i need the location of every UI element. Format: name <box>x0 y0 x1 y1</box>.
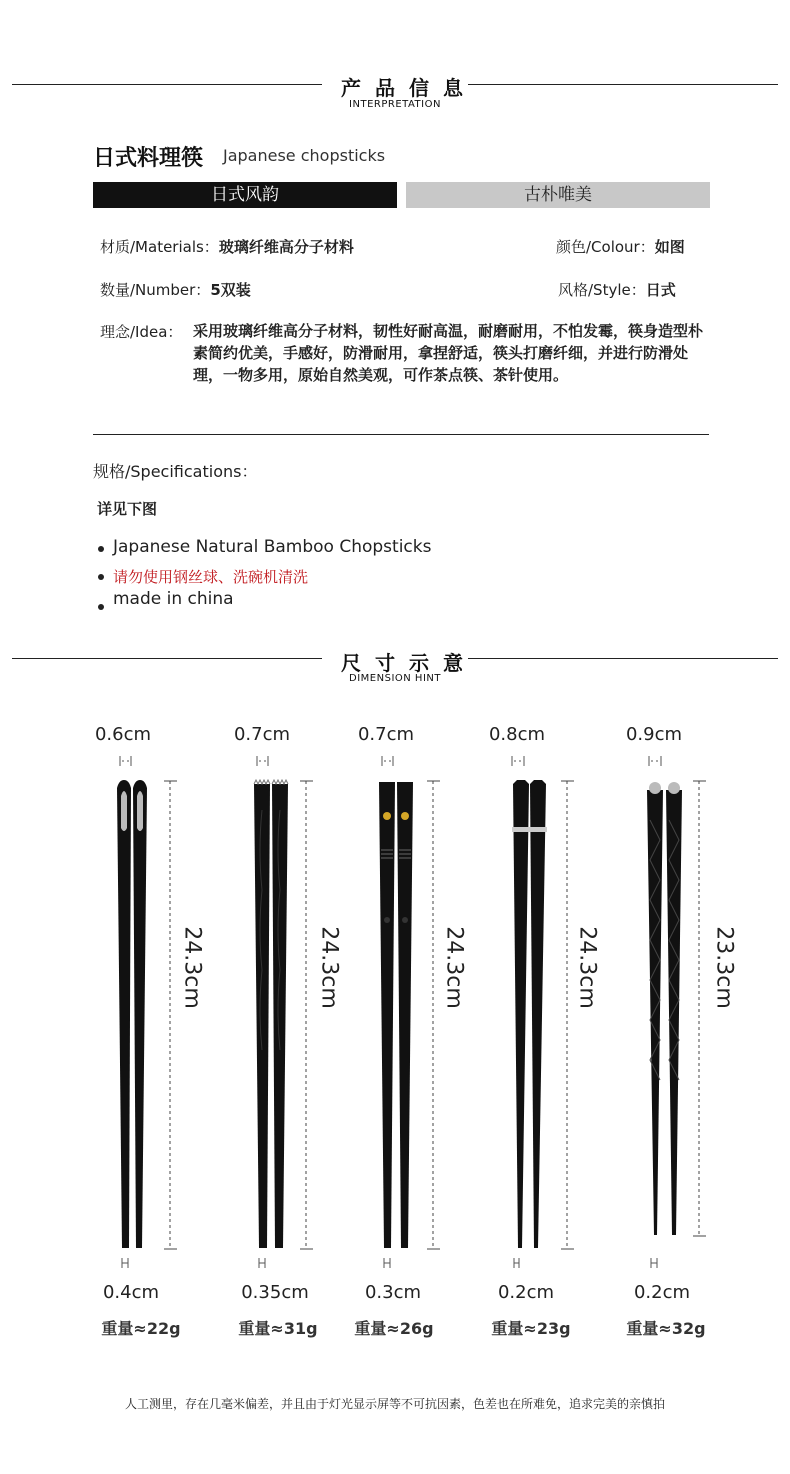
product-name-cn: 日式料理筷 <box>93 146 204 171</box>
top-width-mark-3 <box>382 756 393 766</box>
chopstick-pair-5 <box>647 782 682 1235</box>
product-name-en: Japanese chopsticks <box>223 146 386 165</box>
length-label-4: 24.3cm <box>574 926 600 1009</box>
bottom-width-mark-5 <box>651 1258 657 1268</box>
chopstick-pair-4 <box>512 780 547 1248</box>
section-subtitle-dimension: DIMENSION HINT <box>349 673 441 684</box>
bullet-dot <box>98 574 104 580</box>
top-width-mark-4 <box>512 756 524 766</box>
number-value: 5双装 <box>210 281 251 299</box>
chopstick-pair-3 <box>379 782 413 1248</box>
material-label: 材质/Materials： <box>100 238 219 256</box>
bullet-item-1: Japanese Natural Bamboo Chopsticks <box>113 537 432 557</box>
bullet-dot <box>98 604 104 610</box>
length-line-3 <box>427 781 440 1249</box>
top-width-label-3: 0.7cm <box>357 724 415 745</box>
top-width-mark-5 <box>649 756 661 766</box>
top-width-label-4: 0.8cm <box>488 724 546 745</box>
number-label: 数量/Number： <box>100 281 211 299</box>
chopsticks-illustration <box>0 740 790 1300</box>
top-width-label-2: 0.7cm <box>233 724 291 745</box>
material-row <box>100 236 354 257</box>
colour-value: 如图 <box>654 238 685 256</box>
weight-label-3: 重量≈26g <box>354 1319 434 1338</box>
length-line-5 <box>693 781 706 1236</box>
tab-classic-beauty: 古朴唯美 <box>406 182 710 208</box>
bottom-width-mark-2 <box>259 1258 265 1268</box>
section-subtitle-product: INTERPRETATION <box>349 99 441 110</box>
bullet-item-2: 请勿使用钢丝球、洗碗机清洗 <box>113 568 309 586</box>
bottom-width-mark-4 <box>514 1258 519 1268</box>
length-line-1 <box>164 781 177 1249</box>
bottom-width-label-5: 0.2cm <box>633 1282 691 1303</box>
section-title-dimension: 尺寸示意 <box>341 651 477 675</box>
bottom-width-label-4: 0.2cm <box>497 1282 555 1303</box>
length-label-5: 23.3cm <box>711 926 737 1009</box>
top-width-mark-1 <box>120 756 131 766</box>
bottom-width-mark-3 <box>384 1258 390 1268</box>
style-row <box>558 279 676 300</box>
number-row <box>100 279 251 300</box>
bottom-width-label-1: 0.4cm <box>102 1282 160 1303</box>
length-label-1: 24.3cm <box>179 926 205 1009</box>
weight-label-1: 重量≈22g <box>101 1319 181 1338</box>
chopstick-pair-2 <box>254 780 288 1248</box>
section-title-product: 产品信息 <box>341 76 477 100</box>
length-label-3: 24.3cm <box>441 926 467 1009</box>
weight-label-5: 重量≈32g <box>626 1319 706 1338</box>
colour-label: 颜色/Colour： <box>556 238 655 256</box>
footer-note: 人工测里，存在几毫米偏差，并且由于灯光显示屏等不可抗因素，色差也在所难免，追求完美的亲慎拍 <box>124 1397 665 1411</box>
top-width-label-1: 0.6cm <box>94 724 152 745</box>
style-label: 风格/Style： <box>558 281 646 299</box>
specs-label: 规格/Specifications： <box>93 462 258 481</box>
style-value: 日式 <box>645 281 676 299</box>
specs-see-below: 详见下图 <box>97 500 158 518</box>
top-width-label-5: 0.9cm <box>625 724 683 745</box>
divider <box>93 434 709 435</box>
material-value: 玻璃纤维高分子材料 <box>218 238 354 256</box>
idea-text: 采用玻璃纤维高分子材料，韧性好耐高温，耐磨耐用，不怕发霉，筷身造型朴素简约优美，手感好，防滑耐用，拿捏舒适，筷头打磨纤细，并进行防滑处理，一物多用，原始自然美观，可作茶点筷、茶针使用。 <box>193 322 704 384</box>
bottom-width-label-3: 0.3cm <box>364 1282 422 1303</box>
length-label-2: 24.3cm <box>316 926 342 1009</box>
idea-label: 理念/Idea： <box>100 323 183 341</box>
weight-label-4: 重量≈23g <box>491 1319 571 1338</box>
tab-japanese-charm: 日式风韵 <box>93 182 397 208</box>
top-width-mark-2 <box>257 756 268 766</box>
weight-label-2: 重量≈31g <box>238 1319 318 1338</box>
bullet-dot <box>98 546 104 552</box>
colour-row <box>556 236 685 257</box>
length-line-2 <box>300 781 313 1249</box>
bullet-item-3: made in china <box>113 589 234 609</box>
bottom-width-label-2: 0.35cm <box>241 1282 309 1303</box>
chopstick-pair-1 <box>117 780 147 1248</box>
bottom-width-mark-1 <box>122 1258 128 1268</box>
length-line-4 <box>561 781 574 1249</box>
